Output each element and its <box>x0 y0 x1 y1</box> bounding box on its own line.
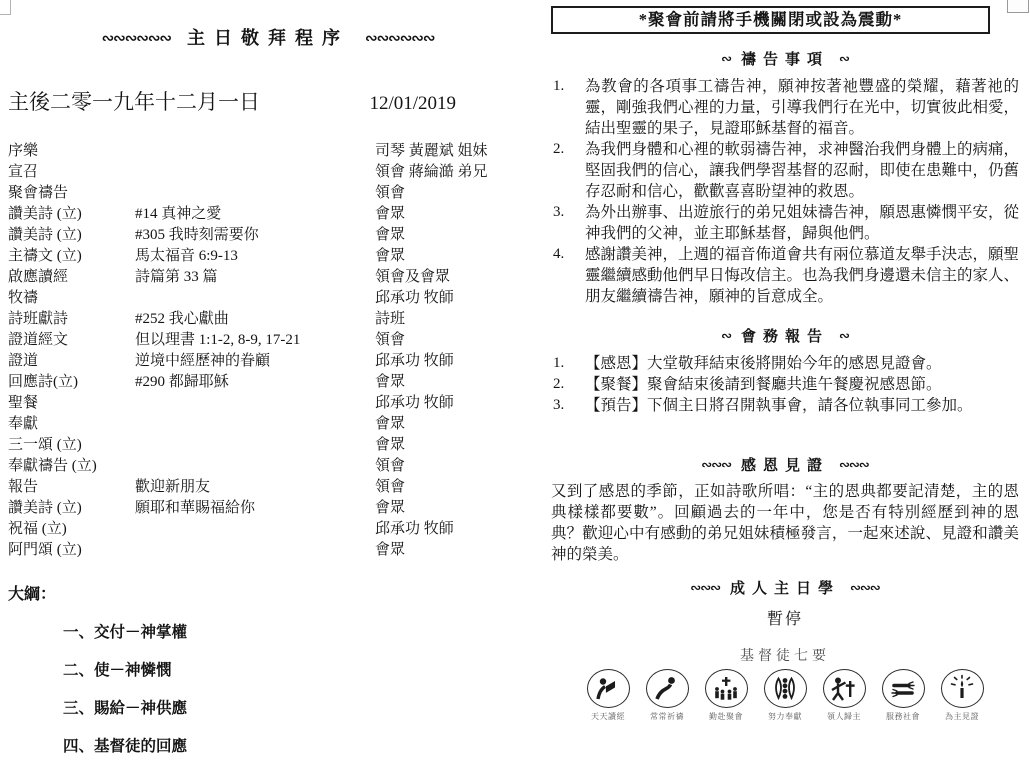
left-page <box>8 0 545 768</box>
program-row <box>8 435 545 456</box>
program-item-detail: 詩篇第 33 篇 <box>135 269 218 285</box>
essential-serve-society <box>878 669 928 722</box>
essential-label: 服務社會 <box>886 712 920 721</box>
program-item-detail: #305 我時刻需要你 <box>135 227 259 243</box>
essential-label: 努力奉獻 <box>768 712 802 721</box>
prayer-item: 為外出辦事、出遊旅行的弟兄姐妹禱告神，願恩惠憐憫平安，從神我們的父神，並主耶穌基督，歸與他們。 <box>585 204 1020 242</box>
program-row <box>8 330 545 351</box>
essential-offering <box>760 669 810 722</box>
sunday-school-heading-label: 成人主日學 <box>729 581 840 597</box>
program-item-role: 領會及會眾 <box>375 269 451 285</box>
program-row <box>8 498 545 519</box>
program-item-detail <box>135 183 375 204</box>
program-row <box>8 351 545 372</box>
program-item-role: 領會 <box>375 479 406 495</box>
program-item-label: 序樂 <box>8 143 39 159</box>
testimony-heading-label: 感恩見證 <box>740 458 829 474</box>
worship-program-list <box>8 141 545 561</box>
program-row <box>8 477 545 498</box>
congregation-cross-icon <box>705 669 748 708</box>
program-row <box>8 204 545 225</box>
program-item-role: 領會 蔣綸澔 弟兄 <box>375 164 488 180</box>
page-title: 主日敬拜程序 <box>187 28 349 48</box>
program-item-detail <box>135 414 375 435</box>
essential-label: 常常祈禱 <box>650 712 684 721</box>
program-item-role: 領會 <box>375 458 406 474</box>
prayer-item: 為教會的各項事工禱告神，願神按著祂豐盛的榮耀，藉著祂的靈，剛強我們心裡的力量，引導我們行在光中，切實彼此相愛，結出聖靈的果子，見證耶穌基督的福音。 <box>585 78 1020 137</box>
seven-essentials-row <box>551 669 1019 722</box>
announcements-section-heading <box>551 325 1019 346</box>
program-item-role: 司琴 黃麗斌 姐妹 <box>375 143 488 159</box>
program-row <box>8 225 545 246</box>
program-item-label: 宣召 <box>8 164 39 180</box>
program-item-detail <box>135 141 375 162</box>
program-row <box>8 414 545 435</box>
wave-ornament-icon: ∾ <box>839 52 849 67</box>
phone-notice-banner: *聚會前請將手機關閉或設為震動* <box>551 6 990 34</box>
program-item-label: 讚美詩 (立) <box>8 500 82 516</box>
candle-icon <box>941 669 984 708</box>
reading-icon <box>587 669 630 708</box>
seven-essentials-title: 基督徒七要 <box>740 649 830 664</box>
program-row <box>8 183 545 204</box>
program-item-label: 讚美詩 (立) <box>8 206 82 222</box>
date-chinese: 主後二零一九年十二月一日 <box>8 90 260 114</box>
prayer-item: 感謝讚美神，上週的福音佈道會共有兩位慕道友舉手決志，願聖靈繼續感動他們早日悔改信主。也為我們身邊還未信主的家人、朋友繼續禱告神，願神的旨意成全。 <box>585 246 1020 305</box>
essential-pray <box>642 669 692 722</box>
announcement-item: 【感恩】大堂敬拜結束後將開始今年的感恩見證會。 <box>585 355 942 372</box>
sunday-school-status: 暫停 <box>766 611 803 628</box>
essential-attend-meetings <box>701 669 751 722</box>
program-item-detail: 逆境中經歷神的眷顧 <box>135 353 271 369</box>
wave-ornament-icon: ∾∾∾∾∾∾ <box>365 29 435 47</box>
wave-ornament-icon: ∾ <box>721 52 731 67</box>
program-item-role: 會眾 <box>375 227 406 243</box>
program-item-label: 回應詩(立) <box>8 374 78 390</box>
program-row <box>8 456 545 477</box>
announcement-item: 【聚餐】聚會結束後請到餐廳共進午餐慶祝感恩節。 <box>585 376 942 393</box>
program-item-detail <box>135 162 375 183</box>
program-item-role: 邱承功 牧師 <box>375 290 454 306</box>
program-item-label: 讚美詩 (立) <box>8 227 82 243</box>
program-row <box>8 267 545 288</box>
program-item-detail <box>135 519 375 540</box>
sunday-school-section-heading <box>551 577 1019 598</box>
program-item-role: 領會 <box>375 332 406 348</box>
program-item-role: 領會 <box>375 185 406 201</box>
outline-list <box>8 623 428 757</box>
evangelism-icon <box>823 669 866 708</box>
program-item-label: 主禱文 (立) <box>8 248 82 264</box>
program-item-detail: #290 都歸耶穌 <box>135 374 229 390</box>
helping-hands-icon <box>882 669 925 708</box>
program-item-role: 會眾 <box>375 248 406 264</box>
program-row <box>8 393 545 414</box>
date-numeric: 12/01/2019 <box>369 93 456 114</box>
program-row <box>8 540 545 561</box>
prayer-items-list <box>551 76 1019 307</box>
announcements-list <box>551 353 1019 416</box>
wave-ornament-icon: ∾∾∾ <box>701 458 731 473</box>
essential-label: 領人歸主 <box>827 712 861 721</box>
prayer-heading-label: 禱告事項 <box>740 52 829 68</box>
essential-label: 天天讀經 <box>591 712 625 721</box>
program-row <box>8 162 545 183</box>
program-item-label: 報告 <box>8 479 39 495</box>
wave-ornament-icon: ∾∾∾ <box>850 581 880 596</box>
wave-ornament-icon: ∾ <box>721 329 731 344</box>
testimony-section-heading <box>551 454 1019 475</box>
announcements-heading-label: 會務報告 <box>740 329 829 345</box>
scan-artifact-corner <box>0 0 11 15</box>
scan-artifact-corner <box>1007 0 1029 13</box>
prayer-item: 為我們身體和心裡的軟弱禱告神，求神醫治我們身體上的病痛，堅固我們的信心，讓我們學習基督的忍耐，即使在患難中，仍舊存忍耐和信心，歡歡喜喜盼望神的救恩。 <box>585 141 1020 200</box>
program-item-role: 會眾 <box>375 542 406 558</box>
program-item-label: 證道經文 <box>8 332 69 348</box>
offering-icon <box>764 669 807 708</box>
program-row <box>8 372 545 393</box>
program-item-label: 奉獻禱告 (立) <box>8 458 97 474</box>
wave-ornament-icon: ∾∾∾∾∾∾ <box>101 29 171 47</box>
program-item-label: 祝福 (立) <box>8 521 67 537</box>
outline-item: 二、使－神憐憫 <box>63 662 172 679</box>
announcement-item: 【預告】下個主日將召開執事會，請各位執事同工參加。 <box>585 397 973 414</box>
program-item-role: 會眾 <box>375 374 406 390</box>
outline-item: 三、賜給－神供應 <box>63 700 188 717</box>
program-item-detail: 但以理書 1:1-2, 8-9, 17-21 <box>135 332 301 348</box>
program-item-role: 詩班 <box>375 311 406 327</box>
program-item-label: 阿門頌 (立) <box>8 542 82 558</box>
sermon-outline <box>8 585 428 757</box>
outline-item: 一、交付－神掌權 <box>63 624 188 641</box>
program-item-label: 啟應讀經 <box>8 269 69 285</box>
testimony-paragraph: 又到了感恩的季節，正如詩歌所唱：“主的恩典都要記清楚，主的恩典樣樣都要數”。回顧過去的一年中，您是否有特別經歷到神的恩典？歡迎心中有感動的弟兄姐妹積極發言，一起來述說、見證和讚美神的榮美。 <box>551 483 1019 563</box>
program-item-detail: #252 我心獻曲 <box>135 311 229 327</box>
program-item-role: 邱承功 牧師 <box>375 353 454 369</box>
prayer-section-heading <box>551 48 1019 69</box>
essential-label: 為主見證 <box>945 712 979 721</box>
program-item-detail: #14 真神之愛 <box>135 206 222 222</box>
program-row <box>8 246 545 267</box>
program-item-detail <box>135 288 375 309</box>
program-item-detail <box>135 435 375 456</box>
essential-witness <box>937 669 987 722</box>
program-item-label: 詩班獻詩 <box>8 311 69 327</box>
program-item-label: 牧禱 <box>8 290 39 306</box>
prayer-icon <box>646 669 689 708</box>
program-item-detail: 願耶和華賜福給你 <box>135 500 256 516</box>
program-item-detail: 馬太福音 6:9-13 <box>135 248 238 264</box>
program-item-label: 聖餐 <box>8 395 39 411</box>
program-item-role: 邱承功 牧師 <box>375 395 454 411</box>
program-row <box>8 309 545 330</box>
page-title-row <box>8 24 528 50</box>
right-page <box>551 0 1019 768</box>
program-item-label: 奉獻 <box>8 416 39 432</box>
date-row <box>8 86 456 116</box>
program-row <box>8 141 545 162</box>
program-row <box>8 519 545 540</box>
program-item-detail <box>135 540 375 561</box>
essential-lead-to-lord <box>819 669 869 722</box>
program-item-detail <box>135 393 375 414</box>
outline-heading: 大綱： <box>8 586 57 603</box>
program-row <box>8 288 545 309</box>
program-item-detail: 歡迎新朋友 <box>135 479 211 495</box>
program-item-label: 三一頌 (立) <box>8 437 82 453</box>
program-item-label: 證道 <box>8 353 39 369</box>
program-item-role: 會眾 <box>375 416 406 432</box>
program-item-role: 會眾 <box>375 437 406 453</box>
program-item-role: 會眾 <box>375 500 406 516</box>
program-item-detail <box>135 456 375 477</box>
program-item-role: 邱承功 牧師 <box>375 521 454 537</box>
essential-read-bible <box>583 669 633 722</box>
wave-ornament-icon: ∾∾∾ <box>690 581 720 596</box>
program-item-role: 會眾 <box>375 206 406 222</box>
program-item-label: 聚會禱告 <box>8 185 69 201</box>
essential-label: 勤赴聚會 <box>709 712 743 721</box>
wave-ornament-icon: ∾∾∾ <box>839 458 869 473</box>
outline-item: 四、基督徒的回應 <box>63 738 188 755</box>
wave-ornament-icon: ∾ <box>839 329 849 344</box>
